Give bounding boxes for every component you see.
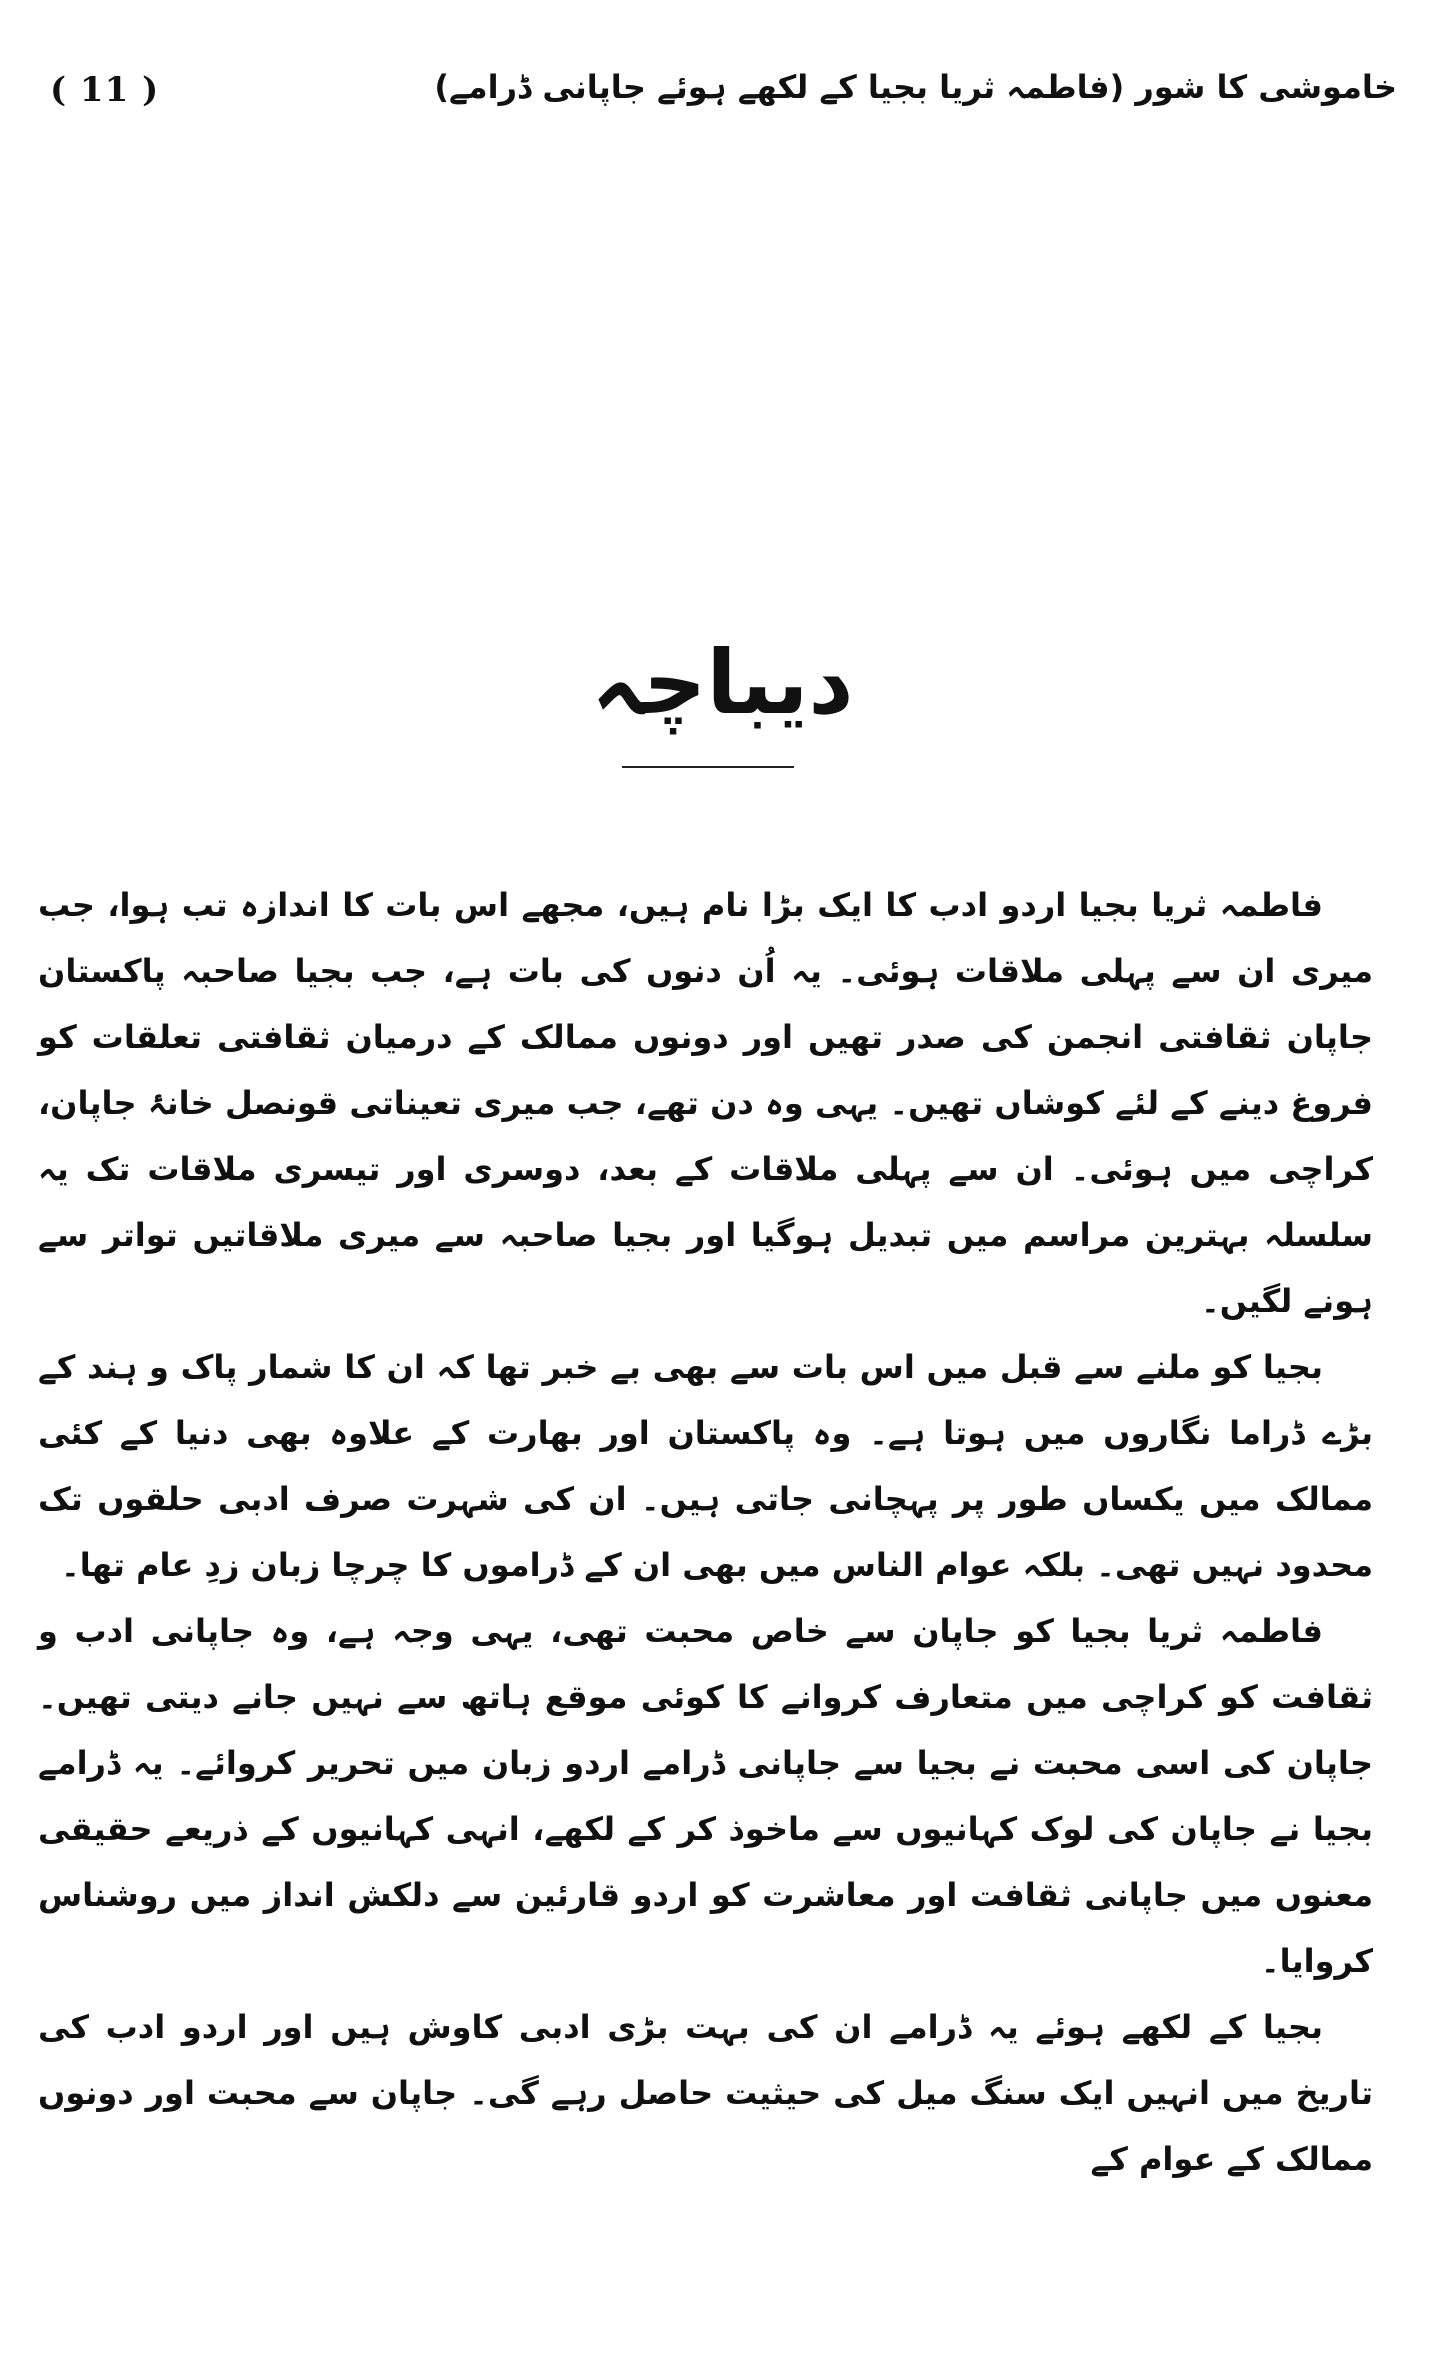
paragraph-1: فاطمہ ثریا بجیا اردو ادب کا ایک بڑا نام ہیں، مجھے اس بات کا اندازہ تب ہوا، جب میری ان سے پہلی ملاقات ہوئی۔ یہ اُن دنوں کی بات ہے، جب بجیا صاحبہ پاکستان جاپان ثقافتی انجمن کی صدر تھیں اور دونوں ممالک کے درمیان ثقافتی تعلقات کو فروغ دینے کے لئے کوشاں تھیں۔ یہی وہ دن تھے، جب میری تعیناتی قونصل خانۂ جاپان، کراچی میں ہوئی۔ ان سے پہلی ملاقات کے بعد، دوسری اور تیسری ملاقات تک یہ سلسلہ بہترین مراسم میں تبدیل ہوگیا اور بجیا صاحبہ سے میری ملاقاتیں تواتر سے ہونے لگیں۔ [38,886,1373,1320]
page-header [48,62,1397,142]
running-title: خاموشی کا شور (فاطمہ ثریا بجیا کے لکھے ہوئے جاپانی ڈرامے) [434,68,1397,106]
title-underline [622,766,794,768]
chapter-title: دیباچہ [591,631,854,734]
paragraph-4: بجیا کے لکھے ہوئے یہ ڈرامے ان کی بہت بڑی ادبی کاوش ہیں اور اردو ادب کی تاریخ میں انہیں ایک سنگ میل کی حیثیت حاصل رہے گی۔ جاپان سے محبت اور دونوں ممالک کے عوام کے [38,2008,1374,2178]
paragraph-2: بجیا کو ملنے سے قبل میں اس بات سے بھی بے خبر تھا کہ ان کا شمار پاک و ہند کے بڑے ڈراما نگاروں میں ہوتا ہے۔ وہ پاکستان اور بھارت کے علاوہ بھی دنیا کے کئی ممالک میں یکساں طور پر پہچانی جاتی ہیں۔ ان کی شہرت صرف ادبی حلقوں تک محدود نہیں تھی۔ بلکہ عوام الناس میں بھی ان کے ڈراموں کا چرچا زبان زدِ عام تھا۔ [38,1348,1373,1584]
page-number: ( 11 ) [50,70,160,110]
paragraph-3: فاطمہ ثریا بجیا کو جاپان سے خاص محبت تھی، یہی وجہ ہے، وہ جاپانی ادب و ثقافت کو کراچی میں متعارف کروانے کا کوئی موقع ہاتھ سے نہیں جانے دیتی تھیں۔ جاپان کی اسی محبت نے بجیا سے جاپانی ڈرامے اردو زبان میں تحریر کروائے۔ یہ ڈرامے بجیا نے جاپان کی لوک کہانیوں سے ماخوذ کر کے لکھے، انہی کہانیوں کے ذریعے حقیقی معنوں میں جاپانی ثقافت اور معاشرت کو اردو قارئین سے دلکش انداز میں روشناس کروایا۔ [38,1612,1373,1980]
document-body [38,872,1373,2192]
